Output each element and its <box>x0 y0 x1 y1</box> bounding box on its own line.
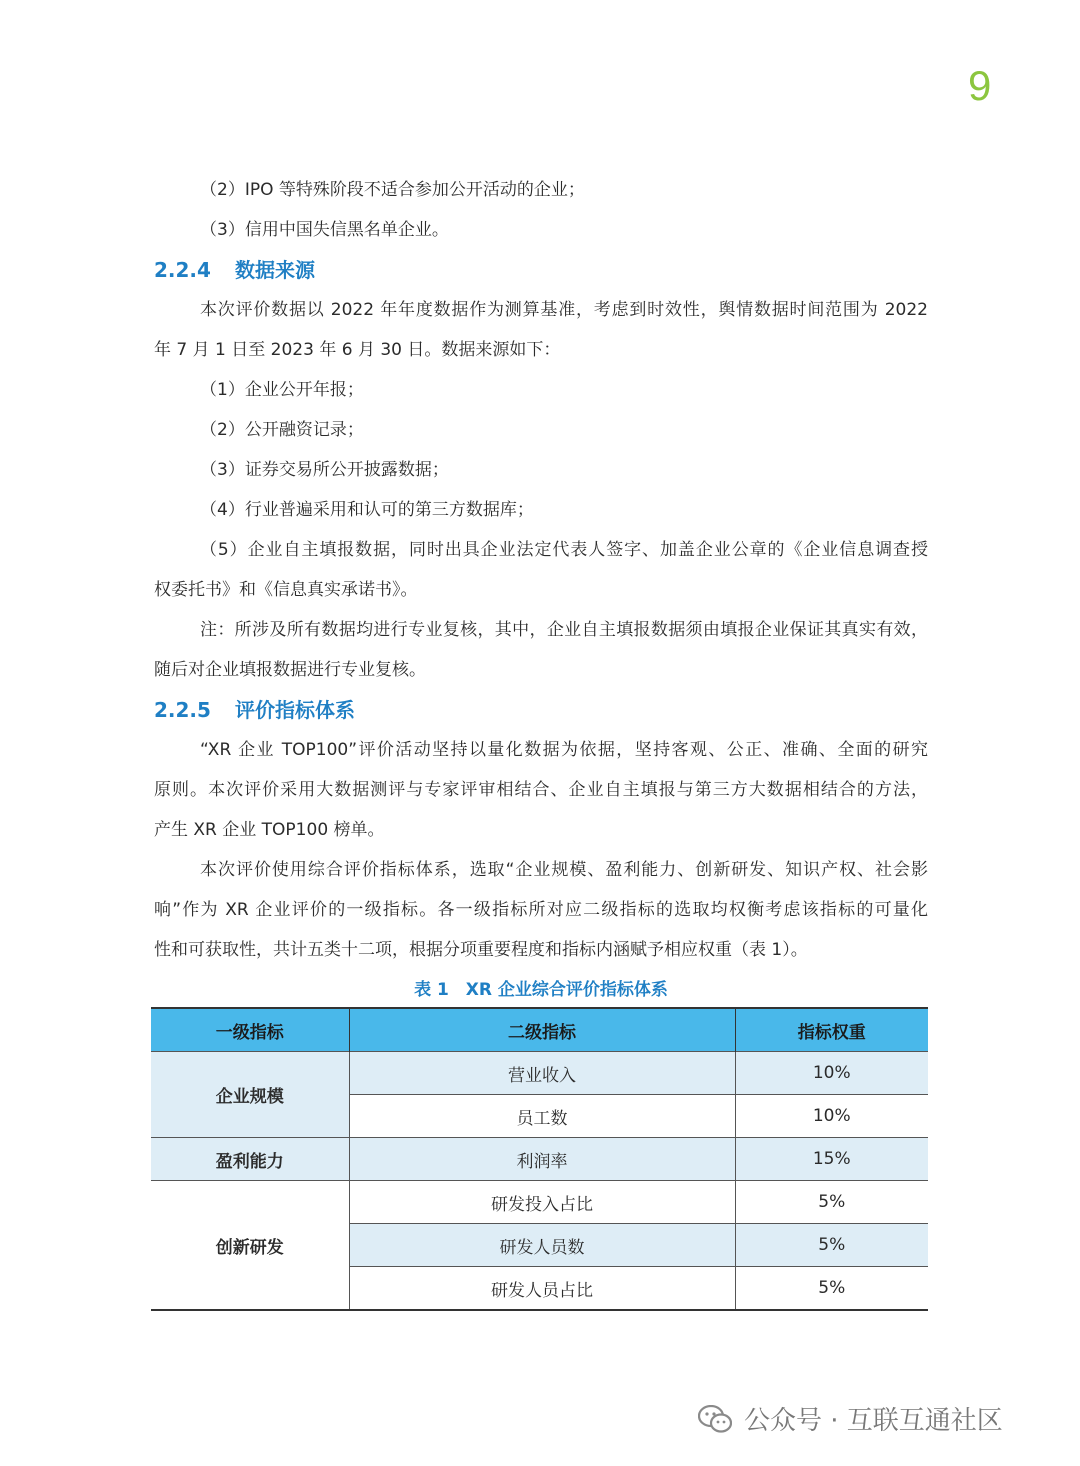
list-item: （5）企业自主填报数据，同时出具企业法定代表人签字、加盖企业公章的《企业信息调查授 <box>200 540 928 560</box>
section-heading <box>154 690 928 730</box>
weight-cell: 10% <box>735 1052 928 1095</box>
list-item-continuation: 权委托书》和《信息真实承诺书》。 <box>154 580 418 600</box>
table-header-cell: 指标权重 <box>735 1008 928 1052</box>
weight-cell: 5% <box>735 1224 928 1267</box>
indicator-table <box>151 1007 928 1311</box>
paragraph-line: 本次评价数据以 2022 年年度数据作为测算基准，考虑到时效性，舆情数据时间范围为 2022 <box>200 300 928 320</box>
table-header-cell: 一级指标 <box>151 1008 349 1052</box>
level1-cell: 盈利能力 <box>151 1138 349 1181</box>
weight-cell: 5% <box>735 1181 928 1224</box>
list-item: （4）行业普遍采用和认可的第三方数据库； <box>200 500 534 520</box>
weight-cell: 5% <box>735 1267 928 1311</box>
wechat-icon <box>698 1405 732 1433</box>
watermark <box>698 1400 1003 1437</box>
level2-cell: 员工数 <box>349 1095 735 1138</box>
paragraph-line: 性和可获取性，共计五类十二项，根据分项重要程度和指标内涵赋予相应权重（表 1）。 <box>154 940 808 960</box>
list-item: （3）信用中国失信黑名单企业。 <box>200 220 449 240</box>
table-row <box>151 1052 928 1095</box>
table-row <box>151 1181 928 1224</box>
page-number: 9 <box>968 62 992 109</box>
paragraph-line: 本次评价使用综合评价指标体系，选取“企业规模、盈利能力、创新研发、知识产权、社会影 <box>200 860 928 880</box>
level2-cell: 研发人员占比 <box>349 1267 735 1311</box>
level1-cell: 企业规模 <box>151 1052 349 1138</box>
section-heading <box>154 250 928 290</box>
list-item: （1）企业公开年报； <box>200 380 364 400</box>
table-header-row <box>151 1008 928 1052</box>
note-line: 随后对企业填报数据进行专业复核。 <box>154 660 426 680</box>
section-title: 数据来源 <box>234 258 315 282</box>
document-body <box>154 170 928 1010</box>
list-item: （2）IPO 等特殊阶段不适合参加公开活动的企业； <box>200 180 585 200</box>
level1-cell: 创新研发 <box>151 1181 349 1311</box>
weight-cell: 10% <box>735 1095 928 1138</box>
list-item: （2）公开融资记录； <box>200 420 364 440</box>
level2-cell: 研发人员数 <box>349 1224 735 1267</box>
paragraph-line: 响”作为 XR 企业评价的一级指标。各一级指标所对应二级指标的选取均权衡考虑该指标的可量化 <box>154 900 928 920</box>
level2-cell: 研发投入占比 <box>349 1181 735 1224</box>
weight-cell: 15% <box>735 1138 928 1181</box>
table-caption: 表 1 XR 企业综合评价指标体系 <box>414 980 668 1000</box>
level2-cell: 利润率 <box>349 1138 735 1181</box>
paragraph-line: 原则。本次评价采用大数据测评与专家评审相结合、企业自主填报与第三方大数据相结合的方法， <box>154 780 928 800</box>
level2-cell: 营业收入 <box>349 1052 735 1095</box>
table-header-cell: 二级指标 <box>349 1008 735 1052</box>
section-title: 评价指标体系 <box>234 698 355 722</box>
list-item: （3）证券交易所公开披露数据； <box>200 460 449 480</box>
paragraph-line: 产生 XR 企业 TOP100 榜单。 <box>154 820 385 840</box>
section-number: 2.2.5 <box>154 698 211 722</box>
watermark-text: 公众号 · 互联互通社区 <box>744 1406 1003 1436</box>
note-line: 注：所涉及所有数据均进行专业复核，其中，企业自主填报数据须由填报企业保证其真实有效， <box>200 620 928 640</box>
section-number: 2.2.4 <box>154 258 211 282</box>
paragraph-line: 年 7 月 1 日至 2023 年 6 月 30 日。数据来源如下： <box>154 340 561 360</box>
table-row <box>151 1138 928 1181</box>
paragraph-line: “XR 企业 TOP100”评价活动坚持以量化数据为依据，坚持客观、公正、准确、全面的研究 <box>200 740 928 760</box>
